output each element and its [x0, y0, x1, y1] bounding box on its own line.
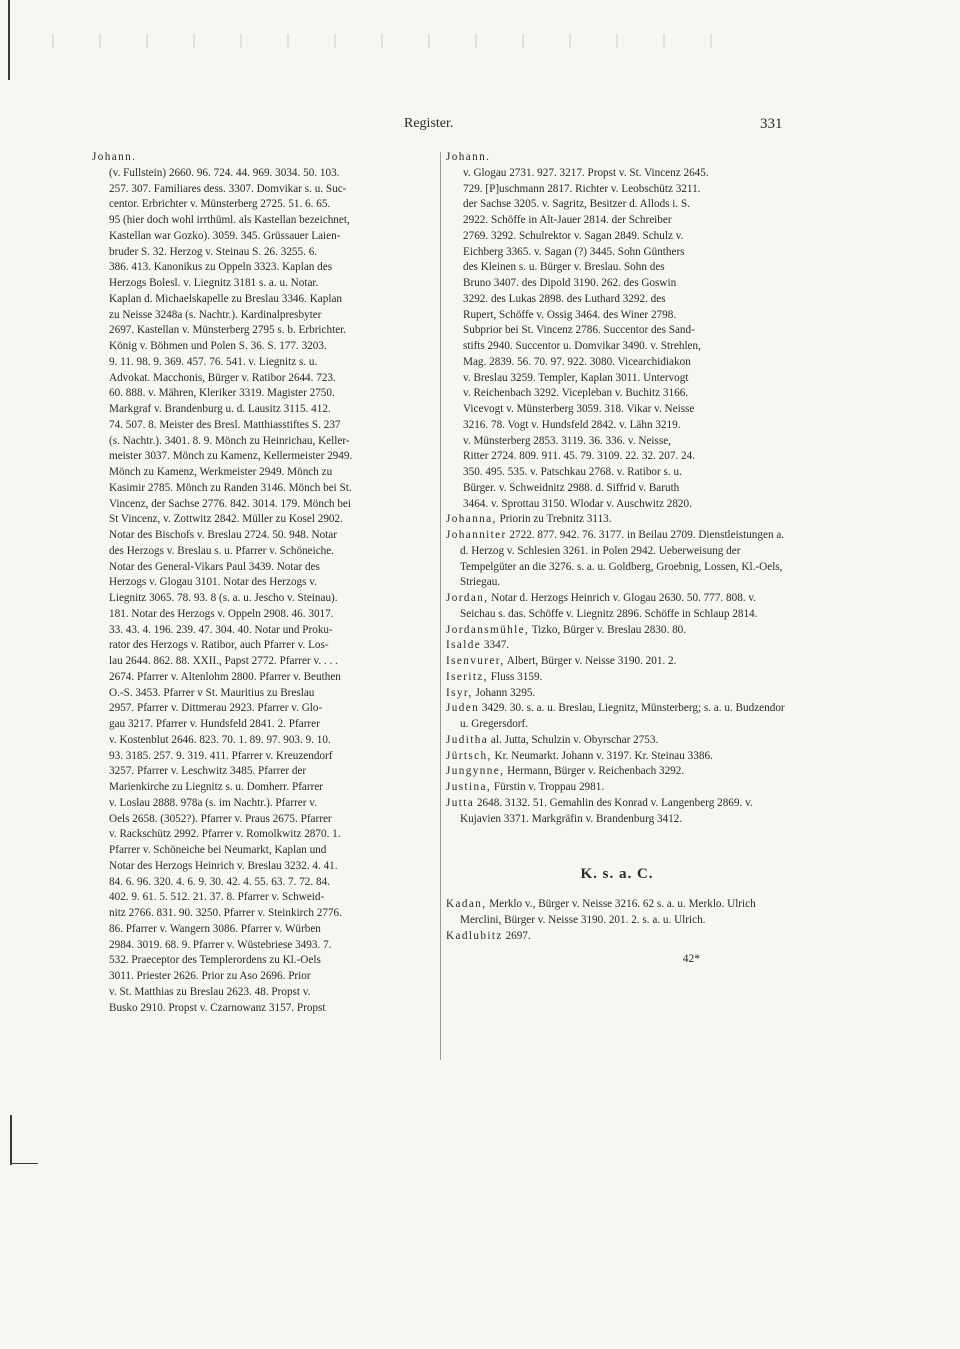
text-line: des Herzogs v. Breslau s. u. Pfarrer v. Schöneiche. — [109, 544, 335, 557]
text-line: Subprior bei St. Vincenz 2786. Succentor des Sand- — [463, 324, 695, 337]
entry-headword: Juden — [446, 702, 480, 715]
text-line: Notar des Herzogs Heinrich v. Breslau 3232. 4. 41. — [109, 859, 338, 872]
index-entry — [446, 654, 788, 670]
text-line: Herzogs v. Glogau 3101. Notar des Herzogs v. — [109, 576, 317, 589]
text-line: O.-S. 3453. Pfarrer v St. Mauritius zu Breslau — [109, 686, 315, 699]
text-line: gau 3217. Pfarrer v. Hundsfeld 2841. 2. Pfarrer — [109, 718, 320, 730]
index-entry — [446, 749, 788, 765]
index-entry — [446, 591, 788, 623]
text-line: Mönch zu Kamenz, Werkmeister 2949. Mönch zu — [109, 466, 333, 478]
index-entry — [446, 512, 788, 528]
entry-headword: Johanniter — [446, 529, 507, 541]
text-line: stifts 2940. Succentor u. Domvikar 3490. v. Strehlen, — [463, 340, 701, 352]
entry-text: Notar d. Herzogs Heinrich v. Glogau 2630. 50. 777. 808. v. Seichau s. das. Schöffe v. Liegnitz 2896. Schöffe in Schlaup 2814. — [460, 592, 758, 620]
text-line: Oels 2658. (3052?). Pfarrer v. Praus 2675. Pfarrer — [109, 812, 332, 825]
entry-headword: Isyr, — [446, 686, 473, 699]
entry-headword: Jutta — [446, 796, 475, 809]
text-line: 2957. Pfarrer v. Dittmerau 2923. Pfarrer v. Glo- — [109, 702, 323, 715]
entry-text: Hermann, Bürger v. Reichenbach 3292. — [504, 765, 685, 778]
left-column — [92, 150, 432, 1016]
index-entry — [446, 780, 788, 796]
text-line: Mag. 2839. 56. 70. 97. 922. 3080. Vicearchidiakon — [463, 355, 691, 368]
entry-text: Tizko, Bürger v. Breslau 2830. 80. — [529, 623, 687, 636]
scan-edge-mark — [10, 1163, 38, 1164]
entry-text: 2648. 3132. 51. Gemahlin des Konrad v. Langenberg 2869. v. Kujavien 3371. Markgräfin v. Brandenburg 3412. — [460, 796, 753, 825]
text-line: der Sachse 3205. v. Sagritz, Besitzer d. Allods i. S. — [463, 198, 691, 211]
text-line: v. Glogau 2731. 927. 3217. Propst v. St. Vincenz 2645. — [463, 166, 709, 179]
text-line: 386. 413. Kanonikus zu Oppeln 3323. Kaplan des — [109, 261, 333, 274]
text-line: Eichberg 3365. v. Sagan (?) 3445. Sohn Günthers — [463, 245, 685, 258]
text-line: 2769. 3292. Schulrektor v. Sagan 2849. Schulz v. — [463, 229, 684, 242]
entry-list — [446, 897, 788, 944]
entry-headword: Johanna, — [446, 513, 497, 526]
text-line: 74. 507. 8. Meister des Bresl. Matthiasstiftes S. 237 — [109, 418, 341, 431]
index-entry — [446, 623, 788, 639]
text-line: Bruno 3407. des Dipold 3190. 262. des Goswin — [463, 277, 677, 289]
entry-text: al. Jutta, Schulzin v. Obyrschar 2753. — [488, 733, 659, 746]
text-line: 33. 43. 4. 196. 239. 47. 304. 40. Notar und Proku- — [109, 623, 333, 636]
entry-text: 3347. — [481, 639, 510, 652]
text-line: Liegnitz 3065. 78. 93. 8 (s. a. u. Jescho v. Steinau). — [109, 592, 338, 604]
text-line: König v. Böhmen und Polen S. 36. S. 177. 3203. — [109, 340, 327, 352]
index-entry — [446, 686, 788, 702]
text-line: bruder S. 32. Herzog v. Steinau S. 26. 3255. 6. — [109, 245, 318, 258]
text-line: 402. 9. 61. 5. 512. 21. 37. 8. Pfarrer v. Schweid- — [109, 891, 325, 904]
text-line: v. Reichenbach 3292. Viceplebаn v. Buchitz 3166. — [463, 387, 689, 400]
page-number: 331 — [760, 116, 783, 132]
index-entry — [446, 528, 788, 591]
text-line: 2697. Kastellan v. Münsterberg 2795 s. b. Erbrichter. — [109, 324, 347, 337]
index-entry — [446, 638, 788, 654]
section-heading: K. s. a. C. — [580, 866, 654, 883]
text-line: 257. 307. Familiares dess. 3307. Domvikar s. u. Suc- — [109, 182, 347, 195]
entry-text: Fluss 3159. — [487, 670, 543, 683]
text-line: 729. [P]uschmann 2817. Richter v. Leobschütz 3211. — [463, 182, 701, 195]
text-line: Kasimir 2785. Mönch zu Randen 3146. Mönch bei St. — [109, 481, 352, 494]
entry-body — [446, 166, 788, 513]
text-line: meister 3037. Mönch zu Kamenz, Kellermeister 2949. — [109, 450, 353, 463]
text-line: (v. Fullstein) 2660. 96. 724. 44. 969. 3034. 50. 103. — [109, 166, 340, 179]
text-line: v. St. Matthias zu Breslau 2623. 48. Propst v. — [109, 985, 311, 998]
index-entry — [446, 701, 788, 733]
text-line: rator des Herzogs v. Ratibor, auch Pfarrer v. Los- — [109, 639, 329, 652]
running-header: Register. — [404, 116, 454, 131]
entry-headword: Iseritz, — [446, 670, 488, 683]
text-line: 181. Notar des Herzogs v. Oppeln 2908. 46. 3017. — [109, 607, 334, 620]
text-line: 60. 888. v. Mähren, Kleriker 3319. Magister 2750. — [109, 387, 335, 400]
text-line: (s. Nachtr.). 3401. 8. 9. Mönch zu Heinrichau, Keller- — [109, 434, 350, 447]
text-line: Herzogs Bolesl. v. Liegnitz 3181 s. a. u. Notar. — [109, 277, 319, 289]
entry-headword: Johann. — [92, 151, 137, 163]
text-line: v. Münsterberg 2853. 3119. 36. 336. v. Neisse, — [463, 434, 671, 447]
text-line: 2984. 3019. 68. 9. Pfarrer v. Wüstebriese 3493. 7. — [109, 938, 332, 951]
text-line: 2674. Pfarrer v. Altenlohm 2800. Pfarrer v. Beuthen — [109, 670, 341, 683]
text-line: 84. 6. 96. 320. 4. 6. 9. 30. 42. 4. 55. 63. 7. 72. 84. — [109, 875, 330, 888]
entry-list — [446, 512, 788, 827]
text-line: Vincenz, der Sachse 2776. 842. 3014. 179. Mönch bei — [109, 497, 351, 510]
text-line: Notar des Bischofs v. Breslau 2724. 50. 948. Notar — [109, 529, 337, 541]
text-line: Advokat. Macchonis, Bürger v. Ratibor 2644. 723. — [109, 371, 336, 384]
entry-headword: Johann. — [446, 151, 491, 163]
text-line: 93. 3185. 257. 9. 319. 411. Pfarrer v. Kreuzendorf — [109, 749, 333, 762]
text-line: 350. 495. 535. v. Patschkau 2768. v. Ratibor s. u. — [463, 466, 682, 478]
entry-headword: Kadlubitz — [446, 929, 503, 942]
text-line: 3011. Priester 2626. Prior zu Aso 2696. Prior — [109, 970, 311, 982]
entry-text: Albert, Bürger v. Neisse 3190. 201. 2. — [504, 655, 677, 667]
text-line: centor. Erbrichter v. Münsterberg 2725. 51. 6. 65. — [109, 198, 331, 211]
index-entry — [446, 670, 788, 686]
text-line: St Vincenz, v. Zottwitz 2842. Müller zu Kosel 2902. — [109, 513, 343, 526]
entry-text: Merklo v., Bürger v. Neisse 3216. 62 s. a. u. Merklo. Ulrich Merclini, Bürger v. Neisse 3190. 201. 2. s. a. u. Ulrich. — [460, 898, 756, 926]
text-line: v. Breslau 3259. Templer, Kaplan 3011. Untervogt — [463, 371, 689, 384]
column-divider — [440, 152, 441, 1060]
entry-headword: Jordansmühle, — [446, 623, 530, 636]
entry-text: 2697. — [502, 929, 531, 942]
text-line: lau 2644. 862. 88. XXII., Papst 2772. Pfarrer v. . . . — [109, 655, 338, 667]
text-line: nitz 2766. 831. 90. 3250. Pfarrer v. Steinkirch 2776. — [109, 907, 342, 919]
text-line: Notar des General-Vikars Paul 3439. Notar des — [109, 560, 320, 573]
entry-text: Johann 3295. — [472, 686, 536, 699]
entry-headword: Justina, — [446, 781, 492, 793]
text-line: Markgraf v. Brandenburg u. d. Lausitz 3115. 412. — [109, 403, 331, 415]
entry-text: 3429. 30. s. a. u. Breslau, Liegnitz, Münsterberg; s. a. u. Budzendor u. Gregersdorf. — [460, 702, 785, 730]
index-entry — [446, 929, 788, 945]
text-line: Rupert, Schöffe v. Ossig 3464. des Winer 2798. — [463, 308, 677, 321]
scan-edge-mark — [8, 0, 10, 80]
index-entry — [446, 764, 788, 780]
text-line: Ritter 2724. 809. 911. 45. 79. 3109. 22. 32. 207. 24. — [463, 450, 696, 463]
text-line: 3464. v. Sprottau 3150. Wlodar v. Auschwitz 2820. — [463, 497, 692, 510]
text-line: Kaplan d. Michaelskapelle zu Breslau 3346. Kaplan — [109, 292, 342, 305]
scan-noise — [30, 34, 730, 48]
index-entry — [446, 796, 788, 828]
text-line: 3216. 78. Vogt v. Hundsfeld 2842. v. Lähn 3219. — [463, 418, 681, 431]
text-line: 2922. Schöffe in Alt-Jauer 2814. der Schreiber — [463, 214, 672, 226]
entry-headword: Juditha — [446, 733, 489, 746]
entry-text: Priorin zu Trebnitz 3113. — [496, 513, 612, 526]
text-line: Marienkirche zu Liegnitz s. u. Domherr. Pfarrer — [109, 781, 324, 793]
text-line: 95 (hier doch wohl irrthüml. als Kastellan bezeichnet, — [109, 214, 350, 226]
entry-body — [92, 166, 432, 1017]
text-line: 86. Pfarrer v. Wangern 3086. Pfarrer v. Würben — [109, 922, 321, 935]
text-line: 3292. des Lukas 2898. des Luthard 3292. des — [463, 292, 666, 305]
text-line: v. Rackschütz 2992. Pfarrer v. Romolkwitz 2870. 1. — [109, 828, 341, 841]
entry-headword: Jungynne, — [446, 765, 505, 778]
entry-text: Kr. Neumarkt. Johann v. 3197. Kr. Steinau 3386. — [491, 749, 713, 762]
printer-signature: 42* — [682, 953, 700, 966]
index-entry — [446, 897, 788, 929]
entry-headword: Isalde — [446, 639, 482, 652]
entry-text: Fürstin v. Troppau 2981. — [491, 781, 605, 793]
text-line: v. Kostenblut 2646. 823. 70. 1. 89. 97. 903. 9. 10. — [109, 733, 331, 746]
text-line: Kastellan war Gozko). 3059. 345. Grüssauer Laien- — [109, 229, 341, 242]
entry-headword: Isenvurer, — [446, 655, 505, 667]
entry-headword: Kadan, — [446, 898, 487, 910]
scan-edge-mark — [10, 1115, 12, 1165]
text-line: des Kleinen s. u. Bürger v. Breslau. Sohn des — [463, 261, 665, 274]
text-line: Bürger. v. Schweidnitz 2988. d. Siffrid v. Baruth — [463, 481, 680, 494]
text-line: 532. Praeceptor des Templerordens zu Kl.-Oels — [109, 954, 321, 967]
entry-text: 2722. 877. 942. 76. 3177. in Beilau 2709. Dienstleistungen a. d. Herzog v. Schlesien 3261. in Polen 2942. Ueberweisung der Tempelgüter an die 3276. s. a. u. Goldberg, Groebnig, Lossen, Kl.-Oels, Striegau. — [460, 529, 785, 589]
right-column — [446, 150, 788, 968]
text-line: Pfarrer v. Schöneiche bei Neumarkt, Kaplan und — [109, 844, 327, 856]
text-line: 3257. Pfarrer v. Leschwitz 3485. Pfarrer der — [109, 765, 307, 778]
index-entry — [446, 733, 788, 749]
entry-headword: Jürtsch, — [446, 749, 492, 762]
text-line: Busko 2910. Propst v. Czarnowanz 3157. Propst — [109, 1001, 326, 1014]
text-line: Vicevogt v. Münsterberg 3059. 318. Vikar v. Neisse — [463, 403, 695, 415]
entry-headword: Jordan, — [446, 592, 489, 604]
text-line: 9. 11. 98. 9. 369. 457. 76. 541. v. Liegnitz s. u. — [109, 355, 318, 368]
text-line: v. Loslau 2888. 978a (s. im Nachtr.). Pfarrer v. — [109, 796, 317, 809]
text-line: zu Neisse 3248a (s. Nachtr.). Kardinalpresbyter — [109, 308, 322, 321]
